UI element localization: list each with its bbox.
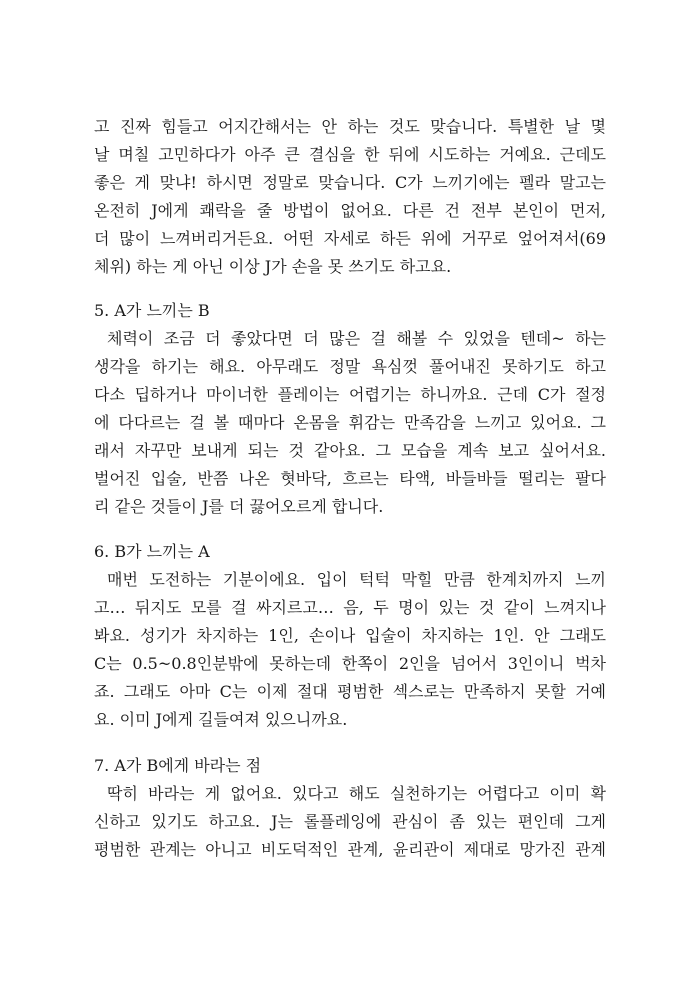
section-7-heading: 7. A가 B에게 바라는 점 — [94, 756, 262, 775]
text-line: 리 같은 것들이 J를 더 끓어오르게 합니다. — [94, 497, 384, 516]
text-line: 좋은 게 맞냐! 하시면 정말로 맞습니다. C가 느끼기에는 펠라 말고는 — [94, 173, 606, 192]
section-7 — [94, 752, 606, 864]
section-6 — [94, 538, 606, 734]
text-line: 생각을 하기는 해요. 아무래도 정말 욕심껏 풀어내진 못하기도 하고 — [94, 357, 606, 376]
text-line: 고 진짜 힘들고 어지간해서는 안 하는 것도 맞습니다. 특별한 날 몇 — [94, 117, 606, 136]
text-line: 에 다다르는 걸 볼 때마다 온몸을 휘감는 만족감을 느끼고 있어요. 그 — [94, 413, 606, 432]
text-line: 체력이 조금 더 좋았다면 더 많은 걸 해볼 수 있었을 텐데~ 하는 — [107, 329, 606, 348]
text-line: 평범한 관계는 아니고 비도덕적인 관계, 윤리관이 제대로 망가진 관계 — [94, 840, 606, 859]
intro-paragraph — [94, 113, 606, 281]
text-line: 고… 뒤지도 모를 걸 싸지르고… 음, 두 명이 있는 것 같이 느껴지나 — [94, 598, 606, 617]
section-6-heading: 6. B가 느끼는 A — [94, 542, 210, 561]
text-line: 체위) 하는 게 아닌 이상 J가 손을 못 쓰기도 하고요. — [94, 257, 452, 276]
text-line: 죠. 그래도 아마 C는 이제 절대 평범한 섹스로는 만족하지 못할 거예 — [94, 682, 606, 701]
text-line: 딱히 바라는 게 없어요. 있다고 해도 실천하기는 어렵다고 이미 확 — [107, 784, 606, 803]
text-line: 다소 딥하거나 마이너한 플레이는 어렵기는 하니까요. 근데 C가 절정 — [94, 385, 606, 404]
text-line: 온전히 J에게 쾌락을 줄 방법이 없어요. 다른 건 전부 본인이 먼저, — [94, 201, 606, 220]
section-5 — [94, 297, 606, 521]
text-line: 요. 이미 J에게 길들여져 있으니까요. — [94, 710, 348, 729]
text-line: 더 많이 느껴버리거든요. 어떤 자세로 하든 위에 거꾸로 엎어져서(69 — [94, 229, 606, 248]
text-line: 래서 자꾸만 보내게 되는 것 같아요. 그 모습을 계속 보고 싶어서요. — [94, 441, 606, 460]
text-line: 신하고 있기도 하고요. J는 롤플레잉에 관심이 좀 있는 편인데 그게 — [94, 812, 606, 831]
text-line: 매번 도전하는 기분이에요. 입이 턱턱 막힐 만큼 한계치까지 느끼 — [107, 570, 606, 589]
text-line: C는 0.5~0.8인분밖에 못하는데 한쪽이 2인을 넘어서 3인이니 벅차 — [94, 654, 606, 673]
text-line: 날 며칠 고민하다가 아주 큰 결심을 한 뒤에 시도하는 거예요. 근데도 — [94, 145, 606, 164]
text-line: 벌어진 입술, 반쯤 나온 혓바닥, 흐르는 타액, 바들바들 떨리는 팔다 — [94, 469, 606, 488]
text-line: 봐요. 성기가 차지하는 1인, 손이나 입술이 차지하는 1인. 안 그래도 — [94, 626, 606, 645]
section-5-heading: 5. A가 느끼는 B — [94, 301, 210, 320]
